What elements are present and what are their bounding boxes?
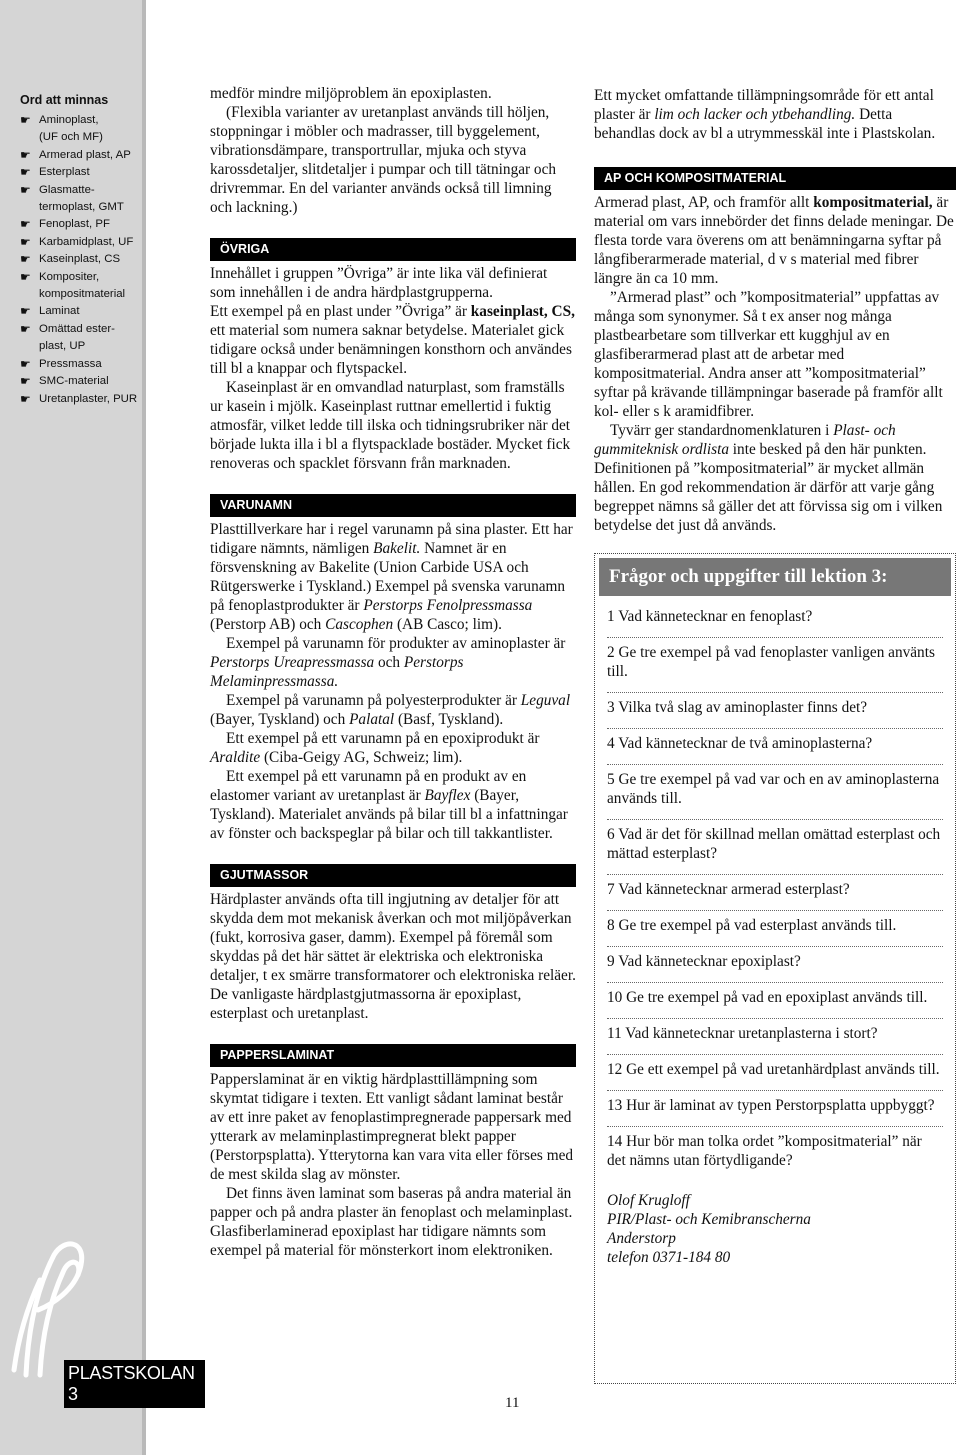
paragraph: Exempel på varunamn på polyesterprodukter är Leguval (Bayer, Tyskland) och Palatal (Basf, Tyskland). <box>210 692 571 728</box>
pointing-hand-icon: ☛ <box>20 182 31 197</box>
pointing-hand-icon: ☛ <box>20 321 31 336</box>
paragraph: Plasttillverkare har i regel varunamn på sina plaster. Ett har tidigare nämnts, nämligen Bakelit. Namnet är en försvenskning av Bakelite (Union Carbide USA och Rütgerswerke i Tyskland.) Exempel på svenska varunamn på fenoplastprodukter är Perstorps Fenolpressmassa (Perstorp AB) och Cascophen (AB Casco; lim). <box>210 521 573 633</box>
glossary-item-label: Pressmassa <box>39 357 102 370</box>
glossary-item-label: Fenoplast, PF <box>39 218 110 231</box>
plastskolan-logo-icon <box>6 1230 96 1380</box>
glossary-item <box>20 147 137 164</box>
glossary-list <box>20 112 137 408</box>
glossary-item-label: Kaseinplast, CS <box>39 253 121 266</box>
glossary-item <box>20 164 137 181</box>
signature <box>595 1181 955 1267</box>
question-item: 5 Ge tre exempel på vad var och en av aminoplasterna används till. <box>607 765 943 820</box>
paragraph: Ett mycket omfattande tillämpningsområde för ett antal plaster är lim och lacker och ytbehandling. Detta behandlas dock av bl a utrymmesskäl inte i Plastskolan. <box>594 87 936 142</box>
pointing-hand-icon: ☛ <box>20 217 31 232</box>
paragraph: Ett exempel på en plast under ”Övriga” är kaseinplast, CS, ett material som numera saknar betydelse. Materialet gick tidigare också under benämningen konsthorn och användes till bl a knappar och flytspackel. <box>210 303 575 377</box>
paragraph: medför mindre miljöproblem än epoxiplasten. <box>210 85 492 102</box>
sidebar-title: Ord att minnas <box>20 93 109 107</box>
glossary-item-label: Uretanplaster, PUR <box>39 392 138 405</box>
glossary-item <box>20 321 137 356</box>
signature-line: telefon 0371-184 80 <box>607 1249 731 1266</box>
question-item: 13 Hur är laminat av typen Perstorpsplatta uppbyggt? <box>607 1091 943 1127</box>
glossary-item <box>20 182 137 217</box>
pointing-hand-icon: ☛ <box>20 269 31 284</box>
sidebar-edge <box>142 0 146 1455</box>
signature-line: Olof Krugloff <box>607 1192 690 1209</box>
glossary-item <box>20 303 137 320</box>
glossary-item <box>20 391 137 408</box>
paragraph: Armerad plast, AP, och framför allt kompositmaterial, är material om vars innebörder det finns delade meningar. De flesta torde vara överens om att benämningarna syftar på långfiberarmerade material, d v s material med fibrer längre än ca 10 mm. <box>594 194 954 287</box>
glossary-item <box>20 373 137 390</box>
glossary-item-label: Armerad plast, AP <box>39 148 131 161</box>
question-item: 7 Vad kännetecknar armerad esterplast? <box>607 875 943 911</box>
pointing-hand-icon: ☛ <box>20 374 31 389</box>
questions-box <box>594 553 956 1384</box>
question-item: 4 Vad kännetecknar de två aminoplasterna? <box>607 729 943 765</box>
glossary-item-label: Laminat <box>39 305 80 318</box>
pointing-hand-icon: ☛ <box>20 391 31 406</box>
pointing-hand-icon: ☛ <box>20 147 31 162</box>
section-heading-papperslaminat: PAPPERSLAMINAT <box>210 1044 576 1067</box>
questions-title: Frågor och uppgifter till lektion 3: <box>599 558 951 596</box>
sidebar <box>0 0 195 1455</box>
paragraph: ”Armerad plast” och ”kompositmaterial” uppfattas av många som synonymer. Så t ex anser nog många plastbearbetare som tillverkar ett kugghjul av en glasfiberarmerad plast att de arbetar med kompositmaterial. Andra anser att ”kompositmaterial” syftar på krävande tillämpningar baserade på framför allt kol- eller s k aramidfibrer. <box>594 289 943 420</box>
pointing-hand-icon: ☛ <box>20 356 31 371</box>
glossary-item-label: Esterplast <box>39 166 90 179</box>
question-item: 6 Vad är det för skillnad mellan omättad esterplast och mättad esterplast? <box>607 820 943 875</box>
glossary-item-label: Aminoplast, (UF och MF) <box>39 114 103 144</box>
section-heading-gjutmassor: GJUTMASSOR <box>210 864 576 887</box>
paragraph: Innehållet i gruppen ”Övriga” är inte lika väl definierat som innehållen i de andra härdplastgrupperna. <box>210 265 548 301</box>
question-item: 12 Ge ett exempel på vad uretanhärdplast används till. <box>607 1055 943 1091</box>
paragraph: Kaseinplast är en omvandlad naturplast, som framställs ur kasein i mjölk. Kaseinplast ruttnar emellertid i fuktig atmosfär, vilket ledde till ilska och tidningsrubriker när det började lukta illa i bl a flytspacklade bostäder. Mycket fick renoveras och spacklet försvann från marknaden. <box>210 379 571 472</box>
pointing-hand-icon: ☛ <box>20 234 31 249</box>
glossary-item <box>20 356 137 373</box>
question-item: 3 Vilka två slag av aminoplaster finns det? <box>607 693 943 729</box>
glossary-item-label: Karbamidplast, UF <box>39 235 134 248</box>
paragraph: Ett exempel på ett varunamn på en epoxiprodukt är Araldite (Ciba-Geigy AG, Schweiz; lim). <box>210 730 540 766</box>
paragraph: Papperslaminat är en viktig härdplasttillämpning som skymtat tidigare i texten. Ett vanligt sådant laminat består av ett inre paket av fenoplastimpregnerade pappersark med ytterark av melaminplastimpregnerat blekt papper (Perstorpsplatta). Ytterytorna kan vara vita eller förses med de mest skilda slag av mönster. <box>210 1071 574 1183</box>
section-heading-ap: AP OCH KOMPOSITMATERIAL <box>594 167 956 190</box>
pointing-hand-icon: ☛ <box>20 304 31 319</box>
paragraph: Härdplaster används ofta till ingjutning av detaljer för att skydda dem mot mekanisk åverkan och mot miljöpåverkan (fukt, korrosiva gaser, damm). Exempel på föremål som skyddas på det här sättet är elektriska och elektroniska detaljer, t ex smärre transformatorer och elektroniska reläer. De vanligaste härdplastgjutmassorna är epoxiplast, esterplast och uretanplast. <box>210 891 576 1022</box>
pointing-hand-icon: ☛ <box>20 252 31 267</box>
glossary-item <box>20 112 137 147</box>
question-item: 1 Vad kännetecknar en fenoplast? <box>607 602 943 638</box>
page-number: 11 <box>505 1395 520 1411</box>
glossary-item <box>20 251 137 268</box>
paragraph: Det finns även laminat som baseras på andra material än papper och på andra plaster än fenoplast och melaminplast. Glasfiberlaminerad epoxiplast har tidigare nämnts som exempel på material för mönsterkort inom elektroniken. <box>210 1185 573 1259</box>
question-item: 9 Vad kännetecknar epoxiplast? <box>607 947 943 983</box>
signature-line: Anderstorp <box>607 1230 676 1247</box>
glossary-item-label: Glasmatte- termoplast, GMT <box>39 183 124 214</box>
section-heading-ovriga: ÖVRIGA <box>210 238 576 261</box>
glossary-item <box>20 269 137 304</box>
question-item: 8 Ge tre exempel på vad esterplast används till. <box>607 911 943 947</box>
glossary-item <box>20 216 137 233</box>
glossary-item-label: Omättad ester- plast, UP <box>39 322 115 353</box>
paragraph: Exempel på varunamn för produkter av aminoplaster är Perstorps Ureapressmassa och Perstorps Melaminpressmassa. <box>210 635 566 690</box>
section-heading-varunamn: VARUNAMN <box>210 494 576 517</box>
column-right <box>594 86 956 535</box>
questions-list <box>595 596 955 1181</box>
column-left <box>210 84 576 1260</box>
question-item: 11 Vad kännetecknar uretanplasterna i stort? <box>607 1019 943 1055</box>
question-item: 14 Hur bör man tolka ordet ”kompositmaterial” när det nämns utan förtydligande? <box>607 1133 922 1169</box>
course-badge: PLASTSKOLAN 3 <box>64 1360 205 1408</box>
paragraph: Tyvärr ger standardnomenklaturen i Plast- och gummiteknisk ordlista inte besked på den här punkten. Definitionen på ”kompositmaterial” är mycket allmän hållen. En god rekommendation är därför att varje gång begreppet nämns så gäller det att förvissa sig om i vilken betydelse det just då används. <box>594 422 943 534</box>
question-item: 2 Ge tre exempel på vad fenoplaster vanligen använts till. <box>607 638 943 693</box>
paragraph: Ett exempel på ett varunamn på en produkt av en elastomer variant av uretanplast är Bayflex (Bayer, Tyskland). Materialet används på bilar till bl a infattningar av fönster och backspeglar på bilar och till takkantlister. <box>210 768 568 842</box>
question-item: 10 Ge tre exempel på vad en epoxiplast används till. <box>607 983 943 1019</box>
glossary-item-label: Kompositer, kompositmaterial <box>39 270 126 301</box>
signature-line: PIR/Plast- och Kemibranscherna <box>607 1211 811 1228</box>
pointing-hand-icon: ☛ <box>20 113 31 127</box>
glossary-item <box>20 234 137 251</box>
paragraph: (Flexibla varianter av uretanplast används till höljen, stoppningar i möbler och madrasser, till byggelement, vibrationsdämpare, transportrullar, mjuka och styva karossdetaljer, slitdetaljer i pumpar och till tätningar och drivremmar. En del varianter används också till limning och lackning.) <box>210 104 557 216</box>
pointing-hand-icon: ☛ <box>20 165 31 180</box>
glossary-item-label: SMC-material <box>39 375 109 388</box>
